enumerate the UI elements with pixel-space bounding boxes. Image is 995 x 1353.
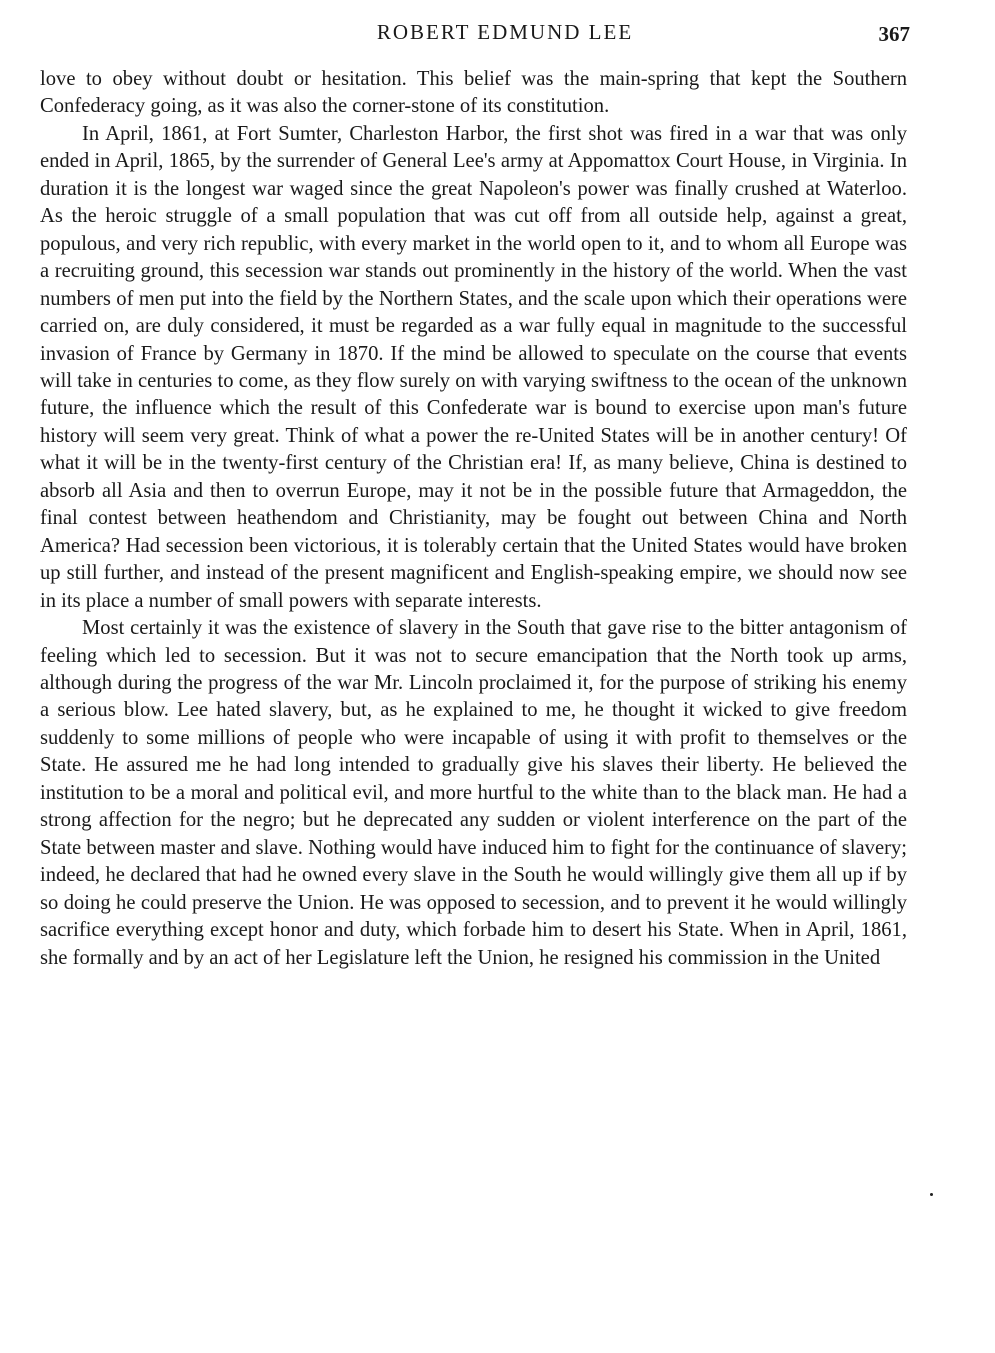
running-title: ROBERT EDMUND LEE [376,20,634,44]
paragraph-fort-sumter: In April, 1861, at Fort Sumter, Charleston Harbor, the first shot was fired in a war that was only ended in April, 1865, by the surrender of General Lee's army at Appomattox Court House, in Virginia. In duration it is the longest war waged since the great Napoleon's power was finally crushed at Waterloo. As the heroic struggle of a small population that was cut off from all outside help, against a great, populous, and very rich republic, with every market in the world open to it, and to whom all Europe was a recruiting ground, this secession war stands out prominently in the history of the world. When the vast numbers of men put into the field by the Northern States, and the scale upon which their operations were carried on, are duly considered, it must be regarded as a war fully equal in magnitude to the successful invasion of France by Germany in 1870. If the mind be allowed to speculate on the course that events will take in centuries to come, as they flow surely on with varying swiftness to the ocean of the unknown future, the influence which the result of this Confederate war is bound to exercise upon man's future history will seem very great. Think of what a power the re-United States will be in another century! Of what it will be in the twenty-first century of the Christian era! If, as many believe, China is destined to absorb all Asia and then to overrun Europe, may it not be in the possible future that Armageddon, the final contest between heathendom and Christianity, may be fought out between China and North America? Had secession been victorious, it is tolerably certain that the United States would have broken up still further, and instead of the present magnificent and English-speaking empire, we should now see in its place a number of small powers with separate interests. [40,122,907,612]
paragraph-continuation: love to obey without doubt or hesitation. This belief was the main-spring that kept the Southern Confederacy going, as it was also the corner-stone of its constitution. [40,68,907,118]
page-number: 367 [878,22,910,46]
running-head [40,20,910,54]
body-text [40,66,907,972]
print-speck [930,1193,933,1196]
paragraph-slavery: Most certainly it was the existence of slavery in the South that gave rise to the bitter antagonism of feeling which led to secession. But it was not to secure emancipation that the North took up arms, although during the progress of the war Mr. Lincoln proclaimed it, for the purpose of striking his enemy a serious blow. Lee hated slavery, but, as he explained to me, he thought it wicked to give freedom suddenly to some millions of people who were incapable of using it with profit to themselves or the State. He assured me he had long intended to gradually give his slaves their liberty. He believed the institution to be a moral and political evil, and more hurtful to the white than to the black man. He had a strong affection for the negro; but he deprecated any sudden or violent interference on the part of the State between master and slave. Nothing would have induced him to fight for the continuance of slavery; indeed, he declared that had he owned every slave in the South he would willingly give them all up if by so doing he could preserve the Union. He was opposed to secession, and to prevent it he would willingly sacrifice everything except honor and duty, which forbade him to desert his State. When in April, 1861, she formally and by an act of her Legislature left the Union, he resigned his commission in the United [40,617,907,969]
